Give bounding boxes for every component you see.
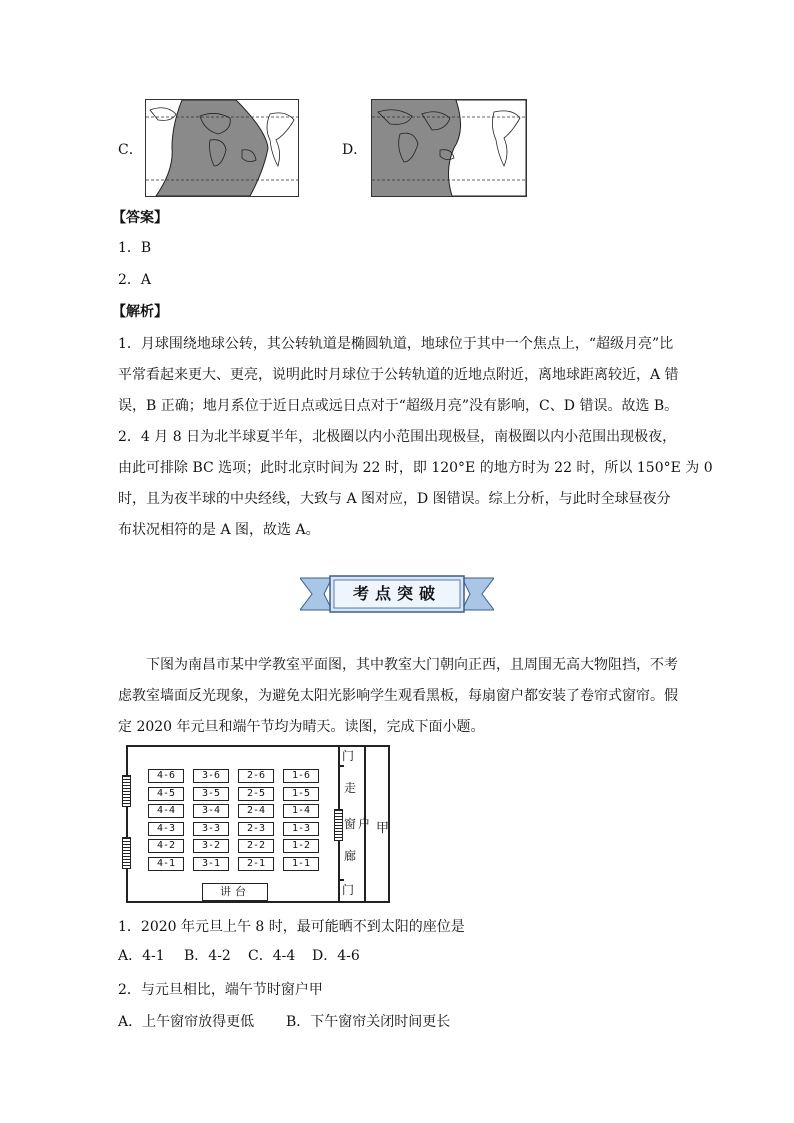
option-d-daynight-map bbox=[371, 99, 527, 197]
analysis-p2-line2: 由此可排除 BC 选项；此时北京时间为 22 时，即 120°E 的地方时为 22 时，所以 150°E 为 0 bbox=[118, 460, 713, 476]
desk-3-6: 3-6 bbox=[193, 769, 229, 783]
option-c-daynight-map bbox=[145, 99, 299, 197]
door-bottom-gap bbox=[338, 879, 344, 881]
analysis-p2-line1: 2．4 月 8 日为北半球夏半年，北极圈以内小范围出现极昼，南极圈以内小范围出现极夜， bbox=[118, 429, 677, 445]
question-1-stem: 1．2020 年元旦上午 8 时，最可能晒不到太阳的座位是 bbox=[118, 919, 465, 935]
desk-1-1: 1-1 bbox=[283, 857, 319, 871]
desk-4-5: 4-5 bbox=[148, 787, 184, 801]
door-top-gap bbox=[338, 765, 344, 767]
desk-3-5: 3-5 bbox=[193, 787, 229, 801]
banner-title: 考点突破 bbox=[352, 584, 441, 603]
question-1-option-c[interactable]: C．4-4 bbox=[248, 948, 296, 964]
option-c-label: C． bbox=[118, 142, 143, 158]
window-jia-label: 甲 bbox=[376, 821, 390, 836]
analysis-p1-line1: 1．月球围绕地球公转，其公转轨道是椭圆轨道，地球位于其中一个焦点上，“超级月亮”比 bbox=[118, 336, 674, 352]
analysis-p2-line4: 布状况相符的是 A 图，故选 A。 bbox=[118, 522, 320, 538]
desk-2-1: 2-1 bbox=[238, 857, 274, 871]
answer-item-1: 1．B bbox=[118, 240, 152, 256]
desk-4-3: 4-3 bbox=[148, 822, 184, 836]
desk-1-3: 1-3 bbox=[283, 822, 319, 836]
intro-line2: 虑教室墙面反光现象，为避免太阳光影响学生观看黑板，每扇窗户都安装了卷帘式窗帘。假 bbox=[118, 688, 678, 704]
desk-1-2: 1-2 bbox=[283, 839, 319, 853]
classroom-plan bbox=[122, 745, 392, 903]
desk-4-2: 4-2 bbox=[148, 839, 184, 853]
desk-3-4: 3-4 bbox=[193, 804, 229, 818]
podium: 讲台 bbox=[202, 883, 268, 901]
door-top: 门 bbox=[342, 749, 355, 763]
desk-2-2: 2-2 bbox=[238, 839, 274, 853]
analysis-p1-line2: 平常看起来更大、更亮，说明此时月球位于公转轨道的近地点附近，离地球距离较近，A 错 bbox=[118, 367, 679, 383]
corridor-char-3: 户 bbox=[358, 817, 371, 831]
desk-2-6: 2-6 bbox=[238, 769, 274, 783]
question-2-option-b[interactable]: B．下午窗帘关闭时间更长 bbox=[286, 1014, 451, 1030]
desk-1-6: 1-6 bbox=[283, 769, 319, 783]
analysis-heading: 【解析】 bbox=[112, 304, 168, 320]
corridor-char-4: 廊 bbox=[344, 849, 357, 863]
window-left-bottom bbox=[122, 837, 131, 869]
desk-4-1: 4-1 bbox=[148, 857, 184, 871]
question-1-option-a[interactable]: A．4-1 bbox=[118, 948, 165, 964]
desk-4-4: 4-4 bbox=[148, 804, 184, 818]
question-1-option-d[interactable]: D．4-6 bbox=[312, 948, 360, 964]
intro-line1: 下图为南昌市某中学教室平面图，其中教室大门朝向正西，且周围无高大物阻挡，不考 bbox=[146, 657, 678, 673]
answer-heading: 【答案】 bbox=[112, 210, 168, 226]
question-2-stem: 2．与元旦相比，端午节时窗户甲 bbox=[118, 982, 323, 998]
window-left-top bbox=[122, 775, 131, 807]
intro-line3: 定 2020 年元旦和端午节均为晴天。读图，完成下面小题。 bbox=[118, 719, 485, 735]
question-2-option-a[interactable]: A．上午窗帘放得更低 bbox=[118, 1014, 255, 1030]
desk-3-2: 3-2 bbox=[193, 839, 229, 853]
desk-2-3: 2-3 bbox=[238, 822, 274, 836]
desk-3-3: 3-3 bbox=[193, 822, 229, 836]
answer-item-2: 2．A bbox=[118, 272, 152, 288]
analysis-p1-line3: 误，B 正确；地月系位于近日点或远日点对于“超级月亮”没有影响，C、D 错误。故选 B。 bbox=[118, 398, 679, 414]
desk-3-1: 3-1 bbox=[193, 857, 229, 871]
desk-2-5: 2-5 bbox=[238, 787, 274, 801]
corridor-char-2: 窗 bbox=[344, 817, 357, 831]
analysis-p2-line3: 时，且为夜半球的中央经线，大致与 A 图对应，D 图错误。综上分析，与此时全球昼夜分 bbox=[118, 491, 671, 507]
option-d-label: D． bbox=[342, 142, 368, 158]
window-jia bbox=[334, 809, 343, 841]
desk-4-6: 4-6 bbox=[148, 769, 184, 783]
question-1-option-b[interactable]: B．4-2 bbox=[184, 948, 231, 964]
desk-1-5: 1-5 bbox=[283, 787, 319, 801]
corridor-char-1: 走 bbox=[344, 781, 357, 795]
desk-1-4: 1-4 bbox=[283, 804, 319, 818]
desk-2-4: 2-4 bbox=[238, 804, 274, 818]
door-bottom: 门 bbox=[342, 883, 355, 897]
